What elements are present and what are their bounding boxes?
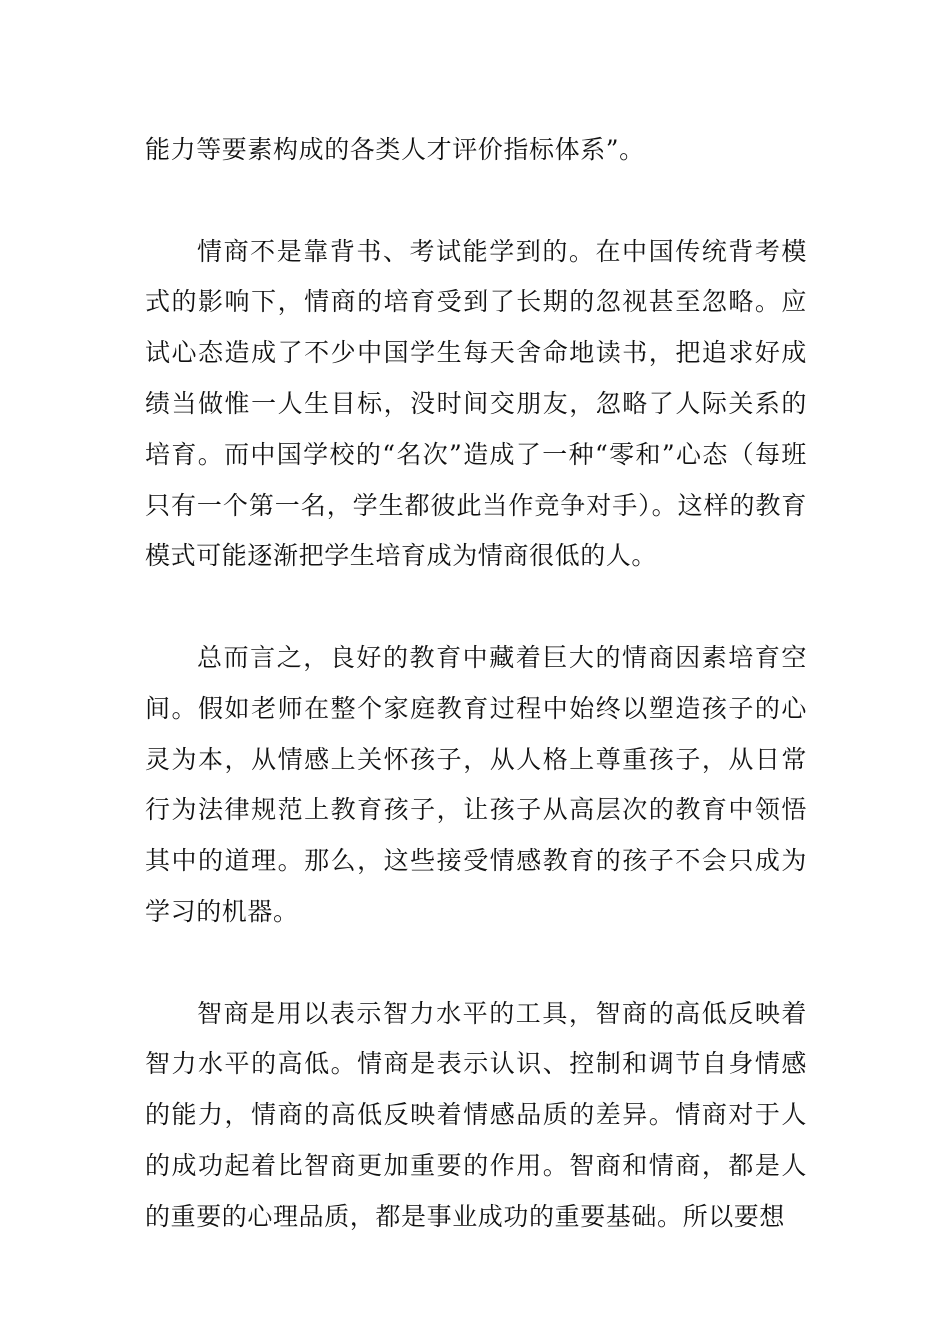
paragraph-continuation: 能力等要素构成的各类人才评价指标体系”。 <box>145 135 645 164</box>
paragraph-iq-eq: 智商是用以表示智力水平的工具，智商的高低反映着智力水平的高低。情商是表示认识、控制和调节自身情感的能力，情商的高低反映着情感品质的差异。情商对于人的成功起着比智商更加重要的作用。智商和情商，都是人的重要的心理品质，都是事业成功的重要基础。所以要想 <box>145 998 807 1231</box>
paragraph-in-summary: 总而言之，良好的教育中藏着巨大的情商因素培育空间。假如老师在整个家庭教育过程中始终以塑造孩子的心灵为本，从情感上关怀孩子，从人格上尊重孩子，从日常行为法律规范上教育孩子，让孩子从高层次的教育中领悟其中的道理。那么，这些接受情感教育的孩子不会只成为学习的机器。 <box>145 642 807 926</box>
paragraph-eq-not-learned: 情商不是靠背书、考试能学到的。在中国传统背考模式的影响下，情商的培育受到了长期的忽视甚至忽略。应试心态造成了不少中国学生每天舍命地读书，把追求好成绩当做惟一人生目标，没时间交朋友，忽略了人际关系的培育。而中国学校的“名次”造成了一种“零和”心态（每班只有一个第一名，学生都彼此当作竞争对手）。这样的教育模式可能逐渐把学生培育成为情商很低的人。 <box>145 236 807 571</box>
document-body <box>145 125 807 1243</box>
